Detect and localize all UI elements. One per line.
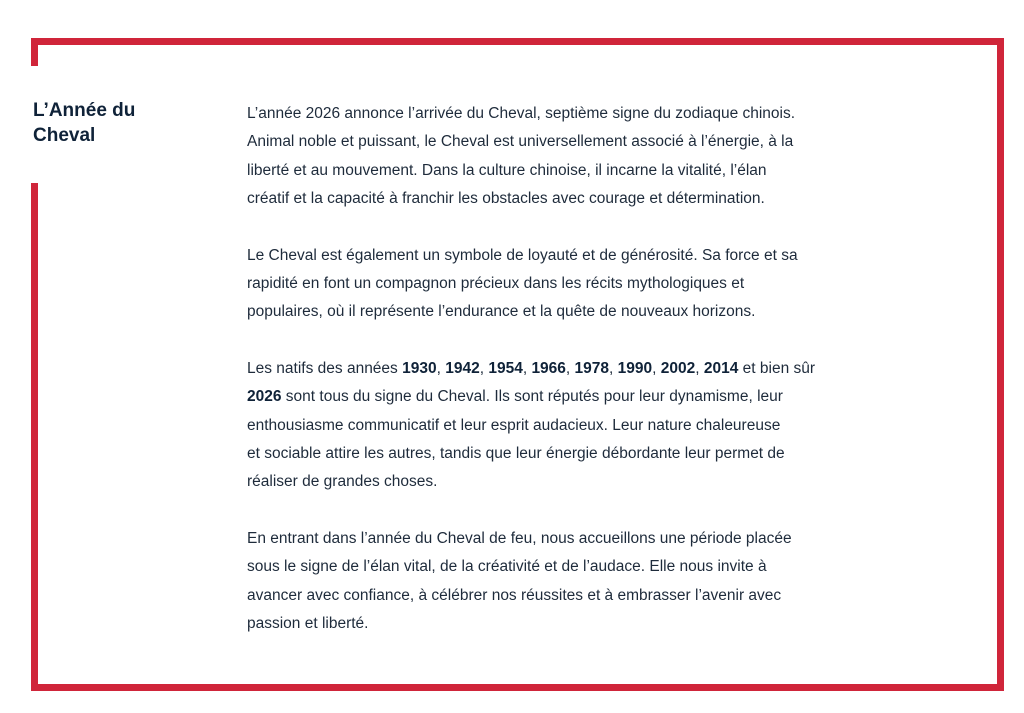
- year-separator: ,: [565, 359, 575, 377]
- article-body: [247, 100, 897, 667]
- paragraph-line: avancer avec confiance, à célébrer nos réussites et à embrasser l’avenir avec: [247, 586, 782, 604]
- section-heading-line-2: Cheval: [33, 125, 96, 146]
- paragraph-line: [247, 355, 897, 383]
- year-1966: 1966: [531, 359, 566, 377]
- natives-and: et bien sûr: [738, 359, 816, 377]
- year-2002: 2002: [660, 359, 696, 377]
- year-separator: ,: [522, 359, 532, 377]
- paragraph-natives: [247, 355, 897, 497]
- year-1990: 1990: [617, 359, 653, 377]
- paragraph-line: Animal noble et puissant, le Cheval est universellement associé à l’énergie, à la: [247, 133, 794, 151]
- paragraph-line: et sociable attire les autres, tandis que leur énergie débordante leur permet de: [247, 445, 785, 463]
- paragraph-line: En entrant dans l’année du Cheval de feu, nous accueillons une période placée: [247, 529, 792, 547]
- paragraph-line: sous le signe de l’élan vital, de la créativité et de l’audace. Elle nous invite à: [247, 558, 767, 576]
- year-separator: ,: [652, 359, 661, 377]
- paragraph-line: L’année 2026 annonce l’arrivée du Cheval, septième signe du zodiaque chinois.: [247, 105, 796, 122]
- paragraph-line: réaliser de grandes choses.: [247, 473, 438, 491]
- paragraph-intro: [247, 100, 897, 214]
- natives-rest: sont tous du signe du Cheval. Ils sont réputés pour leur dynamisme, leur: [281, 388, 783, 406]
- paragraph-line: passion et liberté.: [247, 615, 369, 633]
- paragraph-line: enthousiasme communicatif et leur esprit audacieux. Leur nature chaleureuse: [247, 416, 781, 434]
- natives-intro: Les natifs des années: [247, 359, 403, 377]
- paragraph-line: populaires, où il représente l’endurance et la quête de nouveaux horizons.: [247, 303, 756, 321]
- year-separator: ,: [436, 359, 446, 377]
- paragraph-line: rapidité en font un compagnon précieux dans les récits mythologiques et: [247, 275, 745, 293]
- year-1942: 1942: [445, 359, 480, 377]
- year-1978: 1978: [574, 359, 610, 377]
- section-heading: [33, 98, 193, 148]
- paragraph-line: [247, 383, 897, 411]
- frame-left-bar-top: [31, 38, 38, 66]
- section-heading-line-1: L’Année du: [33, 100, 136, 121]
- year-2014: 2014: [703, 359, 739, 377]
- year-1930: 1930: [402, 359, 437, 377]
- paragraph-line: créatif et la capacité à franchir les obstacles avec courage et détermination.: [247, 190, 765, 208]
- year-2026: 2026: [247, 388, 282, 406]
- paragraph-fire-horse: [247, 525, 897, 639]
- year-1954: 1954: [488, 359, 523, 377]
- year-separator: ,: [695, 359, 704, 377]
- paragraph-line: liberté et au mouvement. Dans la culture chinoise, il incarne la vitalité, l’élan: [247, 161, 767, 179]
- year-separator: ,: [609, 359, 618, 377]
- year-separator: ,: [479, 359, 489, 377]
- frame-left-bar-bottom: [31, 183, 38, 691]
- paragraph-line: Le Cheval est également un symbole de loyauté et de générosité. Sa force et sa: [247, 246, 798, 264]
- paragraph-symbol: [247, 242, 897, 327]
